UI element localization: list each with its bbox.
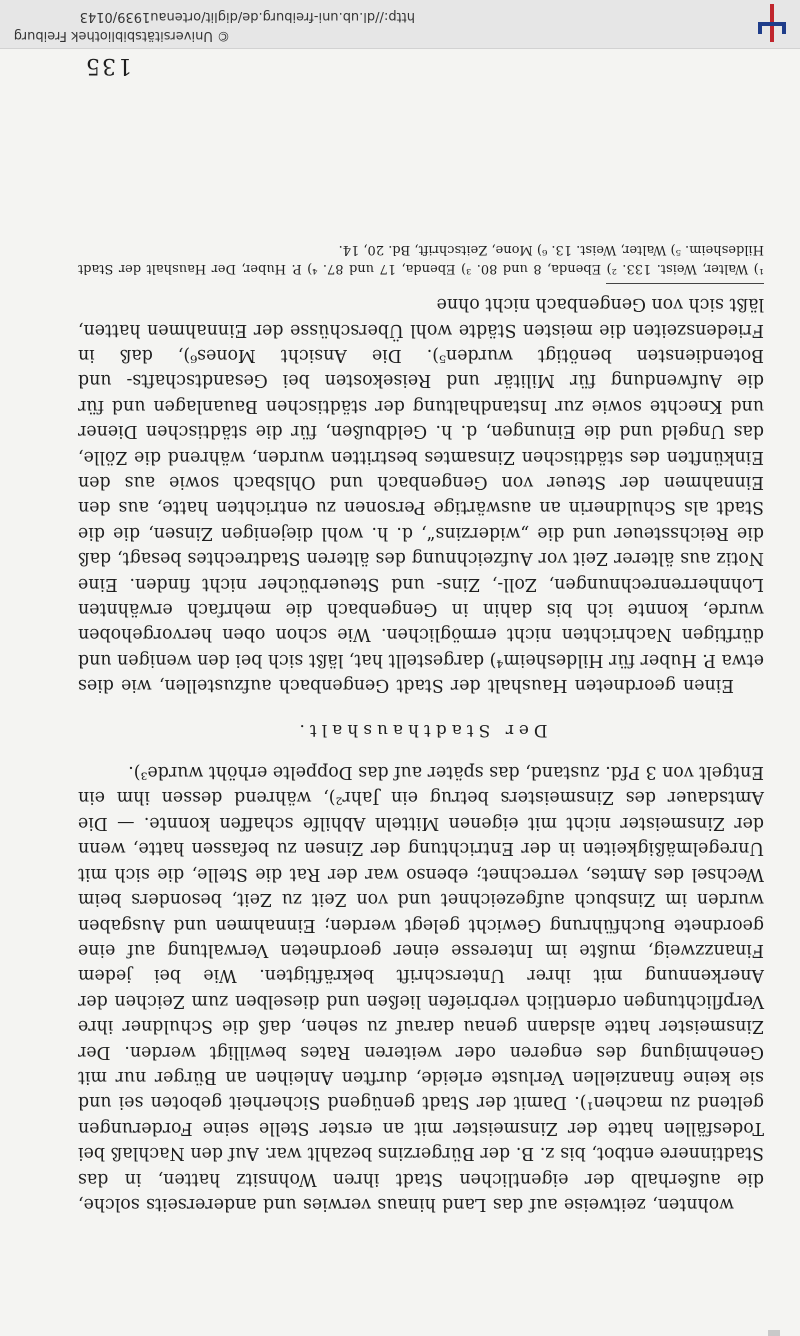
footnote-divider <box>606 283 764 284</box>
library-logo-icon <box>750 4 794 42</box>
footnotes <box>78 240 764 278</box>
paragraph: Einen geordneten Haushalt der Stadt Gengenbach aufzustellen, wie dies etwa P. Huber für Hildesheim⁴) dargestellt hat, läßt sich bei den wenigen und dürftigen Nachrichten nicht ermöglichen. Wie schon oben hervorgehoben wurde, konnte ich bis dahin in Gengenbach die mehrfach erwähnten Lohnherrenrechnungen, Zoll-, Zins- und Steuerbücher nicht finden. Eine Notiz aus älterer Zeit vor Aufzeichnung des älteren Stadtrechtes besagt, daß die Reichssteuer und die „widerzins“, d. h. wohl diejenigen Zinsen, die die Stadt als Schuldnerin an auswärtige Personen zu entrichten hatte, aus den Einnahmen der Steuer von Gengenbach und Ohlsbach sowie aus den Einkünften des städtischen Zinsamtes bestritten wurden, während die Zölle, das Ungeld und die Einungen, d. h. Geldbußen, für die städtischen Diener und Knechte sowie zur Instandhaltung der städtischen Bauanlagen und für die Aufwendung für Militär und Reisekosten bei Gesandtschafts- und Botendiensten benötigt wurden⁵). Die Ansicht Mones⁶), daß in Friedenszeiten die meisten Städte wohl Überschüsse der Einnahmen hatten, läßt sich von Gengenbach nicht ohne <box>78 294 764 696</box>
page-text <box>78 240 764 1216</box>
copyright-text: © Universitätsbibliothek Freiburg <box>13 28 230 43</box>
footnote: ¹) Walter, Weist. 133. ²) Ebenda, 8 und 80. ³) Ebenda, 17 und 87. ⁴) P. Huber, Der Haushalt der Stadt Hildesheim. ⁵) Walter, Weist. 13. ⁶) Mone, Zeitschrift, Bd. 20, 14. <box>78 241 764 276</box>
viewer-header-bar <box>0 0 800 49</box>
page-edge <box>768 1330 780 1336</box>
paragraph: wohnten, zeitweise auf das Land hinaus verwies und andererseits solche, die außerhalb der eigentlichen Stadt ihren Wohnsitz hatten, in das Stadtinnere entbot, bis z. B. der Bürgerzins bezahlt war. Auf den Nachlaß bei Todesfällen hatte der Zinsmeister mit an erster Stelle seine Forderungen geltend zu machen¹). Damit der Stadt genügend Sicherheit geboten sei und sie keine finanziellen Verluste erleide, durften Anleihen an Bürger nur mit Genehmigung des engeren oder weiteren Rates bewilligt werden. Der Zinsmeister hatte alsdann genau darauf zu sehen, daß die Schuldner ihre Verpflichtungen ordentlich verbriefen ließen und dieselben zum Zeichen der Anerkennung mit ihrer Unterschrift bekräftigten. Wie bei jedem Finanzzweig, mußte im Interesse einer geordneten Verwaltung auf eine geordnete Buchführung Gewicht gelegt werden; Einnahmen und Ausgaben wurden im Zinsbuch aufgezeichnet und von Zeit zu Zeit, besonders beim Wechsel des Amtes, verrechnet; ebenso war der Rat die Stelle, die sich mit Unregelmäßigkeiten in der Entrichtung der Zinsen zu befassen hatte, wenn der Zinsmeister nicht mit eigenen Mitteln Abhilfe schaffen konnte. — Die Amtsdauer des Zinsmeisters betrug ein Jahr²), während dessen ihm ein Entgelt von 3 Pfd. zustand, das später auf das Doppelte erhöht wurde³). <box>78 762 764 1214</box>
section-heading: Der Stadthaushalt. <box>294 719 548 740</box>
source-url-link[interactable]: http://dl.ub.uni-freiburg.de/diglit/ortenau1939/0143 <box>79 9 415 24</box>
page-number: 135 <box>84 53 132 78</box>
